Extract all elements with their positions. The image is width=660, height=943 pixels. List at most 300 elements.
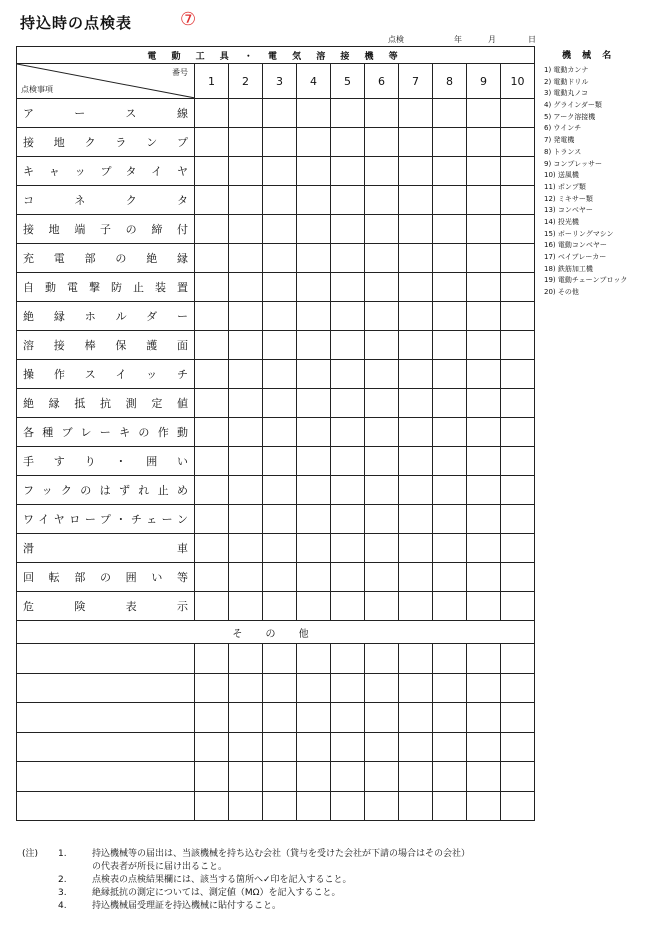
check-cell[interactable] (501, 563, 535, 592)
check-cell[interactable] (297, 389, 331, 418)
check-cell[interactable] (297, 791, 331, 821)
check-cell[interactable] (297, 762, 331, 792)
check-cell[interactable] (263, 273, 297, 302)
check-cell[interactable] (263, 592, 297, 621)
inspection-item: 自動電撃防止装置 (17, 273, 195, 302)
check-cell[interactable] (433, 331, 467, 360)
check-cell[interactable] (399, 389, 433, 418)
check-cell[interactable] (195, 331, 229, 360)
inspection-row (17, 592, 535, 621)
check-cell[interactable] (331, 302, 365, 331)
check-cell[interactable] (433, 644, 467, 674)
check-cell[interactable] (331, 703, 365, 733)
check-cell[interactable] (195, 360, 229, 389)
check-cell[interactable] (365, 476, 399, 505)
check-cell[interactable] (195, 186, 229, 215)
note-number: 4. (58, 901, 67, 911)
check-cell[interactable] (195, 703, 229, 733)
check-cell[interactable] (263, 762, 297, 792)
check-cell[interactable] (195, 447, 229, 476)
check-cell[interactable] (501, 592, 535, 621)
check-cell[interactable] (297, 273, 331, 302)
notes (22, 848, 632, 913)
check-cell[interactable] (263, 215, 297, 244)
check-cell[interactable] (297, 215, 331, 244)
check-cell[interactable] (229, 732, 263, 762)
check-cell[interactable] (501, 732, 535, 762)
equipment-item: 11) ポンプ類 (544, 182, 586, 191)
check-cell[interactable] (229, 244, 263, 273)
group-header-row (17, 47, 535, 64)
equipment-item: 19) 電動チェーンブロック (544, 276, 628, 285)
check-cell[interactable] (195, 476, 229, 505)
check-cell[interactable] (331, 476, 365, 505)
column-number: 6 (365, 64, 399, 99)
check-cell[interactable] (229, 644, 263, 674)
check-cell[interactable] (263, 418, 297, 447)
check-cell[interactable] (467, 302, 501, 331)
check-cell[interactable] (365, 592, 399, 621)
check-cell[interactable] (331, 592, 365, 621)
check-cell[interactable] (331, 215, 365, 244)
check-cell[interactable] (263, 644, 297, 674)
check-cell[interactable] (433, 99, 467, 128)
check-cell[interactable] (399, 244, 433, 273)
equipment-item: 10) 送風機 (544, 171, 579, 180)
check-cell[interactable] (263, 476, 297, 505)
check-cell[interactable] (399, 791, 433, 821)
check-cell[interactable] (467, 215, 501, 244)
check-cell[interactable] (433, 673, 467, 703)
check-cell[interactable] (399, 157, 433, 186)
inspection-item: 溶接棒保護面 (17, 331, 195, 360)
inspection-item: 手すり・囲い (17, 447, 195, 476)
check-cell[interactable] (365, 331, 399, 360)
check-cell[interactable] (467, 644, 501, 674)
check-cell[interactable] (399, 331, 433, 360)
check-cell[interactable] (229, 505, 263, 534)
check-cell[interactable] (331, 644, 365, 674)
equipment-item: 12) ミキサー類 (544, 194, 593, 203)
check-cell[interactable] (331, 563, 365, 592)
other-row (17, 762, 535, 792)
check-cell[interactable] (433, 791, 467, 821)
inspection-row (17, 186, 535, 215)
check-cell[interactable] (195, 157, 229, 186)
check-cell[interactable] (195, 791, 229, 821)
check-cell[interactable] (331, 273, 365, 302)
check-cell[interactable] (365, 215, 399, 244)
check-cell[interactable] (433, 534, 467, 563)
check-cell[interactable] (365, 186, 399, 215)
inspection-item: 絶縁ホルダー (17, 302, 195, 331)
check-cell[interactable] (501, 244, 535, 273)
check-cell[interactable] (501, 360, 535, 389)
check-cell[interactable] (229, 703, 263, 733)
check-cell[interactable] (331, 732, 365, 762)
check-cell[interactable] (297, 505, 331, 534)
check-cell[interactable] (195, 128, 229, 157)
check-cell[interactable] (467, 732, 501, 762)
check-cell[interactable] (229, 389, 263, 418)
check-cell[interactable] (501, 476, 535, 505)
check-cell[interactable] (263, 534, 297, 563)
check-cell[interactable] (195, 762, 229, 792)
check-cell[interactable] (399, 673, 433, 703)
check-cell[interactable] (263, 732, 297, 762)
check-cell[interactable] (365, 302, 399, 331)
check-cell[interactable] (365, 447, 399, 476)
check-cell[interactable] (195, 389, 229, 418)
check-cell[interactable] (297, 732, 331, 762)
check-cell[interactable] (399, 447, 433, 476)
check-cell[interactable] (195, 215, 229, 244)
check-cell[interactable] (433, 703, 467, 733)
check-cell[interactable] (229, 534, 263, 563)
other-row (17, 644, 535, 674)
inspection-row (17, 99, 535, 128)
check-cell[interactable] (467, 157, 501, 186)
check-cell[interactable] (263, 703, 297, 733)
check-cell[interactable] (263, 389, 297, 418)
check-cell[interactable] (331, 157, 365, 186)
inspection-item: 接地クランプ (17, 128, 195, 157)
check-cell[interactable] (467, 534, 501, 563)
number-label: 番号 (172, 68, 188, 77)
check-cell[interactable] (229, 128, 263, 157)
check-cell[interactable] (433, 418, 467, 447)
check-cell[interactable] (399, 418, 433, 447)
check-cell[interactable] (297, 563, 331, 592)
check-cell[interactable] (297, 360, 331, 389)
check-cell[interactable] (467, 360, 501, 389)
check-cell[interactable] (501, 418, 535, 447)
equipment-item: 16) 電動コンベヤー (544, 241, 607, 250)
check-cell[interactable] (399, 273, 433, 302)
check-cell[interactable] (195, 592, 229, 621)
check-cell[interactable] (365, 703, 399, 733)
equipment-item: 3) 電動丸ノコ (544, 89, 589, 98)
equipment-item: 17) ベイブレーカー (544, 253, 607, 261)
check-cell[interactable] (297, 447, 331, 476)
date-label: 点検 (388, 35, 404, 44)
check-cell[interactable] (433, 186, 467, 215)
check-cell[interactable] (331, 331, 365, 360)
other-item-cell[interactable] (17, 673, 195, 703)
check-cell[interactable] (365, 244, 399, 273)
check-cell[interactable] (331, 418, 365, 447)
check-cell[interactable] (433, 592, 467, 621)
check-cell[interactable] (229, 762, 263, 792)
other-row (17, 673, 535, 703)
equipment-item: 13) コンベヤー (544, 206, 593, 215)
check-cell[interactable] (263, 186, 297, 215)
other-item-cell[interactable] (17, 762, 195, 792)
check-cell[interactable] (399, 592, 433, 621)
inspection-item: 滑車 (17, 534, 195, 563)
check-cell[interactable] (229, 302, 263, 331)
check-cell[interactable] (263, 563, 297, 592)
check-cell[interactable] (501, 447, 535, 476)
check-cell[interactable] (263, 360, 297, 389)
check-cell[interactable] (331, 244, 365, 273)
check-cell[interactable] (331, 447, 365, 476)
check-cell[interactable] (195, 273, 229, 302)
check-cell[interactable] (229, 273, 263, 302)
check-cell[interactable] (365, 762, 399, 792)
check-cell[interactable] (365, 732, 399, 762)
note-text: 持込機械届受理証を持込機械に貼付すること。 (92, 901, 282, 911)
check-cell[interactable] (501, 791, 535, 821)
check-cell[interactable] (501, 534, 535, 563)
check-cell[interactable] (399, 186, 433, 215)
check-cell[interactable] (467, 418, 501, 447)
other-label: そ の 他 (17, 621, 535, 644)
check-cell[interactable] (195, 418, 229, 447)
check-cell[interactable] (195, 644, 229, 674)
check-cell[interactable] (501, 703, 535, 733)
check-cell[interactable] (399, 505, 433, 534)
check-cell[interactable] (331, 360, 365, 389)
check-cell[interactable] (433, 505, 467, 534)
check-cell[interactable] (331, 791, 365, 821)
check-cell[interactable] (501, 331, 535, 360)
check-cell[interactable] (501, 505, 535, 534)
check-cell[interactable] (263, 302, 297, 331)
check-cell[interactable] (195, 732, 229, 762)
check-cell[interactable] (399, 703, 433, 733)
check-cell[interactable] (365, 791, 399, 821)
check-cell[interactable] (399, 476, 433, 505)
check-cell[interactable] (331, 99, 365, 128)
date-day: 日 (528, 35, 536, 44)
equipment-item: 15) ボーリングマシン (544, 229, 614, 238)
check-cell[interactable] (297, 128, 331, 157)
check-cell[interactable] (467, 273, 501, 302)
note-text: 点検表の点検結果欄には、該当する箇所へ✓印を記入すること。 (92, 875, 352, 885)
check-cell[interactable] (365, 673, 399, 703)
check-cell[interactable] (433, 215, 467, 244)
check-cell[interactable] (263, 244, 297, 273)
check-cell[interactable] (297, 592, 331, 621)
check-cell[interactable] (365, 360, 399, 389)
check-cell[interactable] (433, 157, 467, 186)
check-cell[interactable] (195, 563, 229, 592)
check-cell[interactable] (331, 762, 365, 792)
check-cell[interactable] (195, 244, 229, 273)
equipment-item: 14) 投光機 (544, 217, 579, 226)
check-cell[interactable] (433, 128, 467, 157)
check-cell[interactable] (229, 791, 263, 821)
check-cell[interactable] (501, 644, 535, 674)
check-cell[interactable] (331, 505, 365, 534)
check-cell[interactable] (365, 99, 399, 128)
check-cell[interactable] (399, 644, 433, 674)
check-cell[interactable] (297, 703, 331, 733)
group-title: 電 動 工 具 ・ 電 気 溶 接 機 等 (17, 47, 535, 64)
inspection-row (17, 302, 535, 331)
check-cell[interactable] (501, 389, 535, 418)
check-cell[interactable] (195, 99, 229, 128)
check-cell[interactable] (229, 360, 263, 389)
check-cell[interactable] (195, 534, 229, 563)
equipment-list-title: 機 械 名 (562, 51, 616, 61)
check-cell[interactable] (501, 673, 535, 703)
column-number: 1 (195, 64, 229, 99)
check-cell[interactable] (467, 128, 501, 157)
check-cell[interactable] (433, 302, 467, 331)
check-cell[interactable] (433, 389, 467, 418)
check-cell[interactable] (365, 644, 399, 674)
check-cell[interactable] (297, 418, 331, 447)
check-cell[interactable] (229, 186, 263, 215)
equipment-item: 2) 電動ドリル (544, 77, 589, 86)
check-cell[interactable] (365, 128, 399, 157)
check-cell[interactable] (263, 99, 297, 128)
check-cell[interactable] (365, 418, 399, 447)
equipment-item: 7) 発電機 (544, 136, 575, 145)
other-item-cell[interactable] (17, 703, 195, 733)
check-cell[interactable] (229, 418, 263, 447)
check-cell[interactable] (229, 157, 263, 186)
check-cell[interactable] (263, 505, 297, 534)
check-cell[interactable] (501, 128, 535, 157)
check-cell[interactable] (399, 360, 433, 389)
check-cell[interactable] (365, 563, 399, 592)
check-cell[interactable] (467, 389, 501, 418)
column-number: 9 (467, 64, 501, 99)
equipment-item: 9) コンプレッサー (544, 159, 603, 168)
check-cell[interactable] (229, 331, 263, 360)
check-cell[interactable] (229, 99, 263, 128)
check-cell[interactable] (433, 732, 467, 762)
check-cell[interactable] (467, 447, 501, 476)
check-cell[interactable] (501, 273, 535, 302)
check-cell[interactable] (263, 157, 297, 186)
inspection-row (17, 273, 535, 302)
check-cell[interactable] (263, 331, 297, 360)
check-cell[interactable] (195, 302, 229, 331)
check-cell[interactable] (365, 534, 399, 563)
inspection-row (17, 447, 535, 476)
inspection-item: 絶縁抵抗測定値 (17, 389, 195, 418)
check-cell[interactable] (229, 592, 263, 621)
check-cell[interactable] (399, 563, 433, 592)
check-cell[interactable] (501, 157, 535, 186)
check-cell[interactable] (467, 762, 501, 792)
check-cell[interactable] (365, 389, 399, 418)
check-cell[interactable] (229, 215, 263, 244)
check-cell[interactable] (399, 762, 433, 792)
check-cell[interactable] (399, 534, 433, 563)
check-cell[interactable] (229, 673, 263, 703)
check-cell[interactable] (331, 128, 365, 157)
check-cell[interactable] (467, 505, 501, 534)
check-cell[interactable] (467, 791, 501, 821)
check-cell[interactable] (399, 128, 433, 157)
check-cell[interactable] (501, 762, 535, 792)
check-cell[interactable] (263, 447, 297, 476)
check-cell[interactable] (467, 703, 501, 733)
inspection-row (17, 128, 535, 157)
check-cell[interactable] (229, 447, 263, 476)
check-cell[interactable] (297, 331, 331, 360)
check-cell[interactable] (195, 673, 229, 703)
inspection-row (17, 331, 535, 360)
check-cell[interactable] (365, 273, 399, 302)
other-header-row (17, 621, 535, 644)
check-cell[interactable] (297, 186, 331, 215)
check-cell[interactable] (467, 186, 501, 215)
check-cell[interactable] (399, 215, 433, 244)
check-cell[interactable] (501, 215, 535, 244)
check-cell[interactable] (501, 186, 535, 215)
equipment-list (544, 48, 660, 299)
inspection-item: フックのはずれ止め (17, 476, 195, 505)
check-cell[interactable] (297, 476, 331, 505)
check-cell[interactable] (297, 99, 331, 128)
check-cell[interactable] (331, 673, 365, 703)
other-item-cell[interactable] (17, 644, 195, 674)
check-cell[interactable] (399, 302, 433, 331)
check-cell[interactable] (399, 732, 433, 762)
check-cell[interactable] (365, 157, 399, 186)
check-cell[interactable] (297, 644, 331, 674)
check-cell[interactable] (433, 476, 467, 505)
other-item-cell[interactable] (17, 791, 195, 821)
check-cell[interactable] (331, 534, 365, 563)
check-cell[interactable] (467, 476, 501, 505)
check-cell[interactable] (263, 673, 297, 703)
check-cell[interactable] (195, 505, 229, 534)
check-cell[interactable] (365, 505, 399, 534)
check-cell[interactable] (433, 563, 467, 592)
check-cell[interactable] (467, 99, 501, 128)
check-cell[interactable] (297, 244, 331, 273)
check-cell[interactable] (467, 563, 501, 592)
date-year: 年 (454, 35, 462, 44)
inspection-row (17, 215, 535, 244)
check-cell[interactable] (297, 534, 331, 563)
check-cell[interactable] (467, 673, 501, 703)
check-cell[interactable] (433, 360, 467, 389)
check-cell[interactable] (433, 447, 467, 476)
check-cell[interactable] (467, 244, 501, 273)
check-cell[interactable] (399, 99, 433, 128)
check-cell[interactable] (467, 592, 501, 621)
other-item-cell[interactable] (17, 732, 195, 762)
check-cell[interactable] (331, 186, 365, 215)
inspection-row (17, 476, 535, 505)
check-cell[interactable] (229, 563, 263, 592)
check-cell[interactable] (297, 302, 331, 331)
check-cell[interactable] (297, 673, 331, 703)
check-cell[interactable] (501, 302, 535, 331)
check-cell[interactable] (467, 331, 501, 360)
inspection-row (17, 389, 535, 418)
check-cell[interactable] (297, 157, 331, 186)
check-cell[interactable] (331, 389, 365, 418)
diagonal-header-cell (17, 64, 195, 99)
check-cell[interactable] (501, 99, 535, 128)
check-cell[interactable] (433, 762, 467, 792)
check-cell[interactable] (433, 273, 467, 302)
check-cell[interactable] (263, 791, 297, 821)
check-cell[interactable] (229, 476, 263, 505)
check-cell[interactable] (263, 128, 297, 157)
check-cell[interactable] (433, 244, 467, 273)
inspection-row (17, 505, 535, 534)
